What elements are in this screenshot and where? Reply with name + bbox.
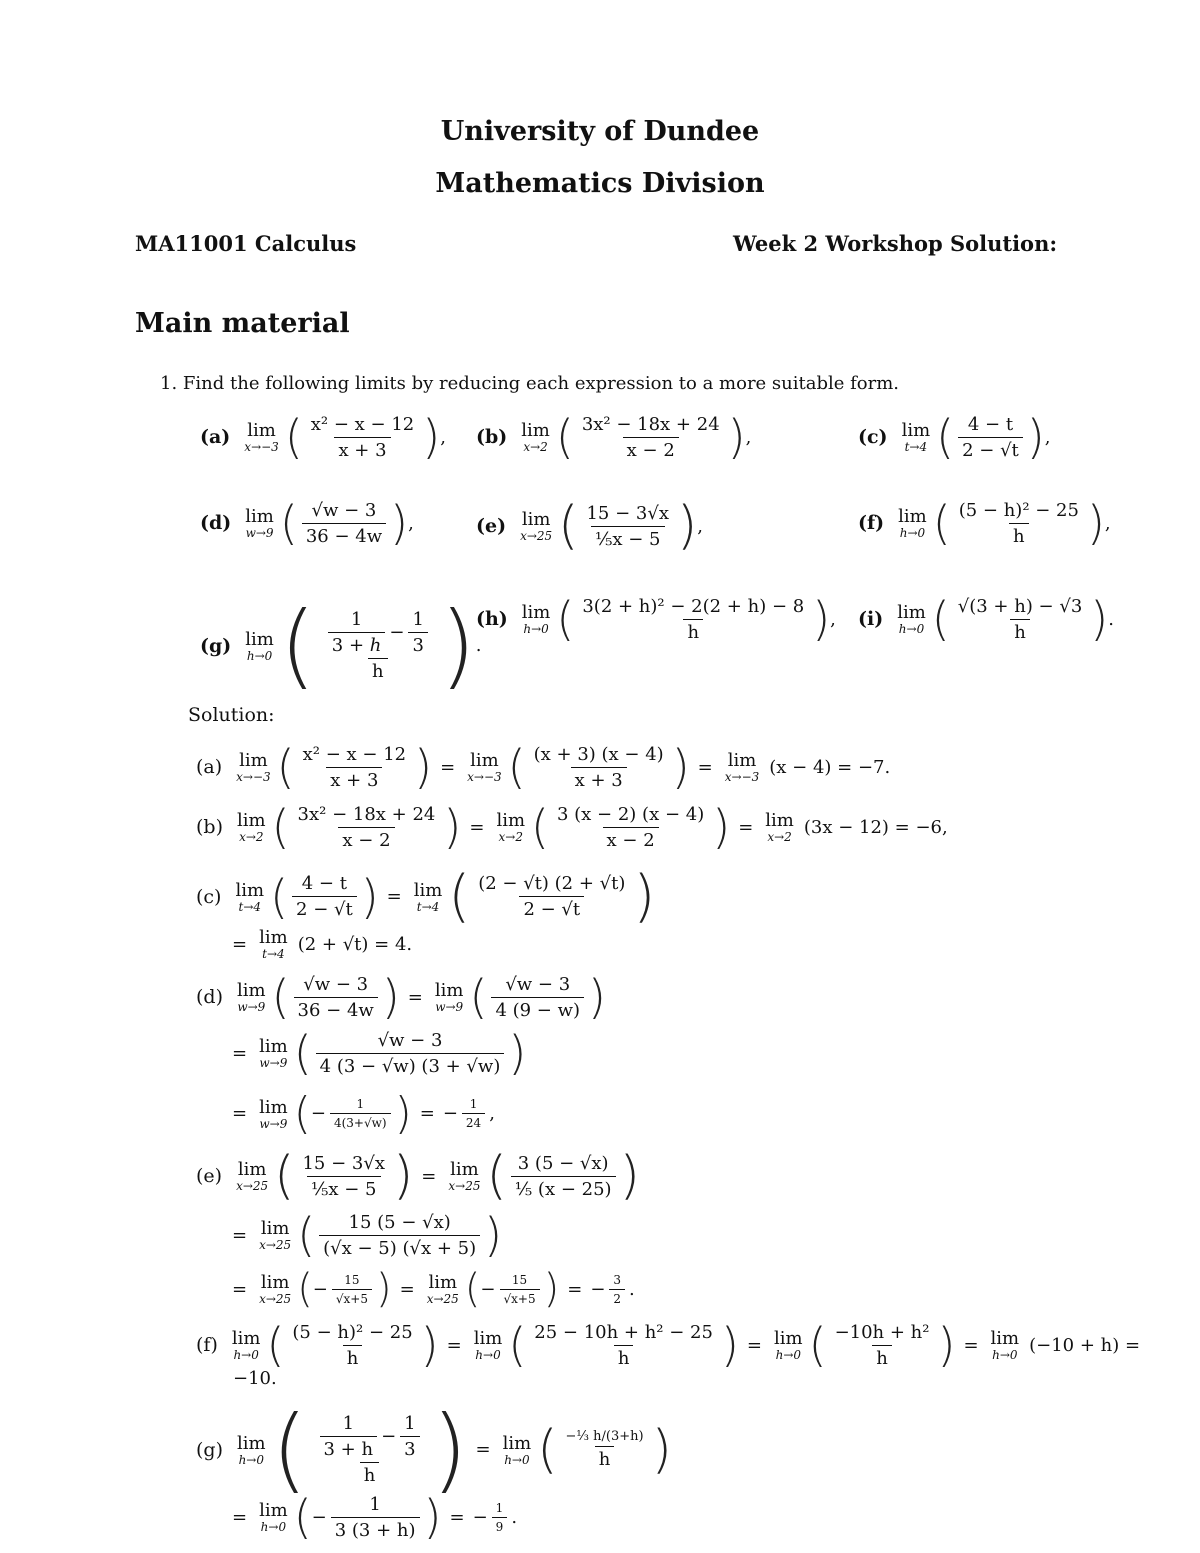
solution-c-line2: = lim t→4 (2 + √t) = 4.	[232, 927, 413, 961]
question-part: (d) lim w→9 ( $\frac{√w - 3}{36 - 4w}$ ) ,	[200, 496, 414, 550]
solution-g-line2: = lim h→0 ( − $\frac{1}{3 (3 + h)}$ ) = − $\frac{1}{9}$ .	[232, 1490, 518, 1544]
part-label: (e)	[476, 515, 507, 537]
question-part: (e) lim x→25 ( $\frac{15 - 3√x}{\text{⅕x − 5}}$ ) ,	[476, 496, 704, 556]
limit-operator: lim w→9	[245, 506, 274, 540]
solution-f: (f) lim h→0 ( $\frac{\text{(5 − h)² − 25}}{h}$ ) = lim h→0 ( $\frac{\text{25 − 10h + h² − 25}}{h}$ ) = lim h→0 ( $\frac{\text{−10h + h²}}{h}$ ) = lim h→0 (−10 + h) =	[196, 1318, 1141, 1372]
question-part: (b) lim x→2 ( $\frac{\text{3x² − 18x + 24}}{x - 2}$ ) ,	[476, 410, 752, 464]
part-label: (h)	[476, 608, 508, 630]
solution-g: (g) lim h→0 ( $\frac{1}{3 + h}$ − $\frac{1}{3}$ h ) = lim h→0 ( $\frac{\text{−⅓ h/(3+h)}}{h}$ )	[196, 1396, 672, 1503]
solution-c: (c) lim t→4 ( $\frac{4 - t}{2 - √t}$ ) = lim t→4 ( $\frac{(2 - √t) (2 + √t)}{2 - √t}$ )	[196, 864, 656, 929]
limit-operator: lim x→25	[520, 509, 553, 543]
question-number: 1.	[160, 373, 178, 394]
part-label: (c)	[858, 426, 888, 448]
part-label: (a)	[200, 426, 231, 448]
solution-f-cont: −10.	[233, 1368, 277, 1389]
institution-title: University of Dundee	[440, 116, 760, 147]
result: (x − 4) = −7.	[769, 756, 891, 778]
division-title: Mathematics Division	[435, 168, 765, 199]
solution-d: (d) lim w→9 ( $\frac{√w - 3}{36 - 4w}$ ) = lim w→9 ( $\frac{√w - 3}{4 (9 - w)}$ )	[196, 970, 606, 1024]
question-part: (i) lim h→0 ( $\frac{√(3 + h) - √3}{h}$ ) .	[858, 592, 1114, 646]
question-part: (c) lim t→4 ( $\frac{4 - t}{2 - √t}$ ) ,	[858, 410, 1051, 464]
part-label: (d)	[200, 512, 232, 534]
question-part: (a) lim x→−3 ( $\frac{\text{x² − x − 12}}{x + 3}$ ) ,	[200, 410, 446, 464]
solution-e-line3: = lim x→25 ( − $\frac{15}{√x+5}$ ) = lim x→25 ( − $\frac{15}{√x+5}$ ) = − $\frac{3}{2}$ .	[232, 1266, 635, 1312]
question-part: (f) lim h→0 ( $\frac{\text{(5 − h)² − 25}}{h}$ ) ,	[858, 496, 1111, 550]
solution-b: (b) lim x→2 ( $\frac{\text{3x² − 18x + 24}}{x - 2}$ ) = lim x→2 ( $\frac{3 (x - 2) (x - 4)}{x - 2}$ ) = lim x→2 (3x − 12) = −6,	[196, 800, 948, 854]
solution-e-line2: = lim x→25 ( $\frac{15 (5 - √x)}{(√x - 5) (√x + 5)}$ )	[232, 1208, 503, 1262]
part-label: (a)	[196, 756, 223, 778]
limit-operator: lim t→4	[901, 420, 931, 454]
solution-d-line2: = lim w→9 ( $\frac{√w - 3}{4 (3 - √w) (3 + √w)}$ )	[232, 1026, 527, 1080]
limit-operator: lim x→−3	[244, 420, 279, 454]
limit-operator: lim h→0	[897, 602, 926, 636]
fraction: $\frac{\text{x² − x − 12}}{x + 3}$	[302, 743, 407, 791]
limit-operator: lim h→0	[898, 506, 927, 540]
section-heading: Main material	[135, 308, 350, 339]
question-text: Find the following limits by reducing each expression to a more suitable form.	[182, 373, 900, 394]
question-part: (h) lim h→0 ( $\frac{\text{3(2 + h)² − 2(2 + h) − 8}}{h}$ ) ,	[476, 592, 836, 646]
course-code: MA11001 Calculus	[135, 231, 357, 256]
limit-operator: lim x→−3	[236, 750, 271, 784]
sheet-title: Week 2 Workshop Solution:	[733, 231, 1058, 256]
part-label: (b)	[476, 426, 508, 448]
question-part: (g) lim h→0 ( $\frac{1}{3 + h}$ − $\frac{1}{3}$ h ) .	[200, 592, 482, 699]
limit-operator: lim h→0	[245, 628, 274, 663]
part-label: (g)	[200, 634, 232, 657]
question-1	[160, 373, 899, 394]
limit-operator: lim x→2	[521, 420, 550, 454]
limit-operator: lim h→0	[521, 602, 551, 636]
solution-a: (a) lim x→−3 ( $\frac{\text{x² − x − 12}}{x + 3}$ ) = lim x→−3 ( $\frac{(x + 3) (x - 4)}{x + 3}$ ) = lim x→−3 (x − 4) = −7.	[196, 740, 891, 794]
solution-e: (e) lim x→25 ( $\frac{15 - 3√x}{\text{⅕x − 5}}$ ) = lim x→25 ( $\frac{3 (5 - √x)}{\text{⅕ (x − 25)}}$ )	[196, 1146, 640, 1206]
part-label: (f)	[858, 512, 885, 534]
part-label: (i)	[858, 608, 884, 630]
solution-d-line3: = lim w→9 ( − $\frac{1}{4(3+√w)}$ ) = − $\frac{1}{24}$ ,	[232, 1088, 495, 1139]
solution-heading: Solution:	[188, 704, 275, 726]
